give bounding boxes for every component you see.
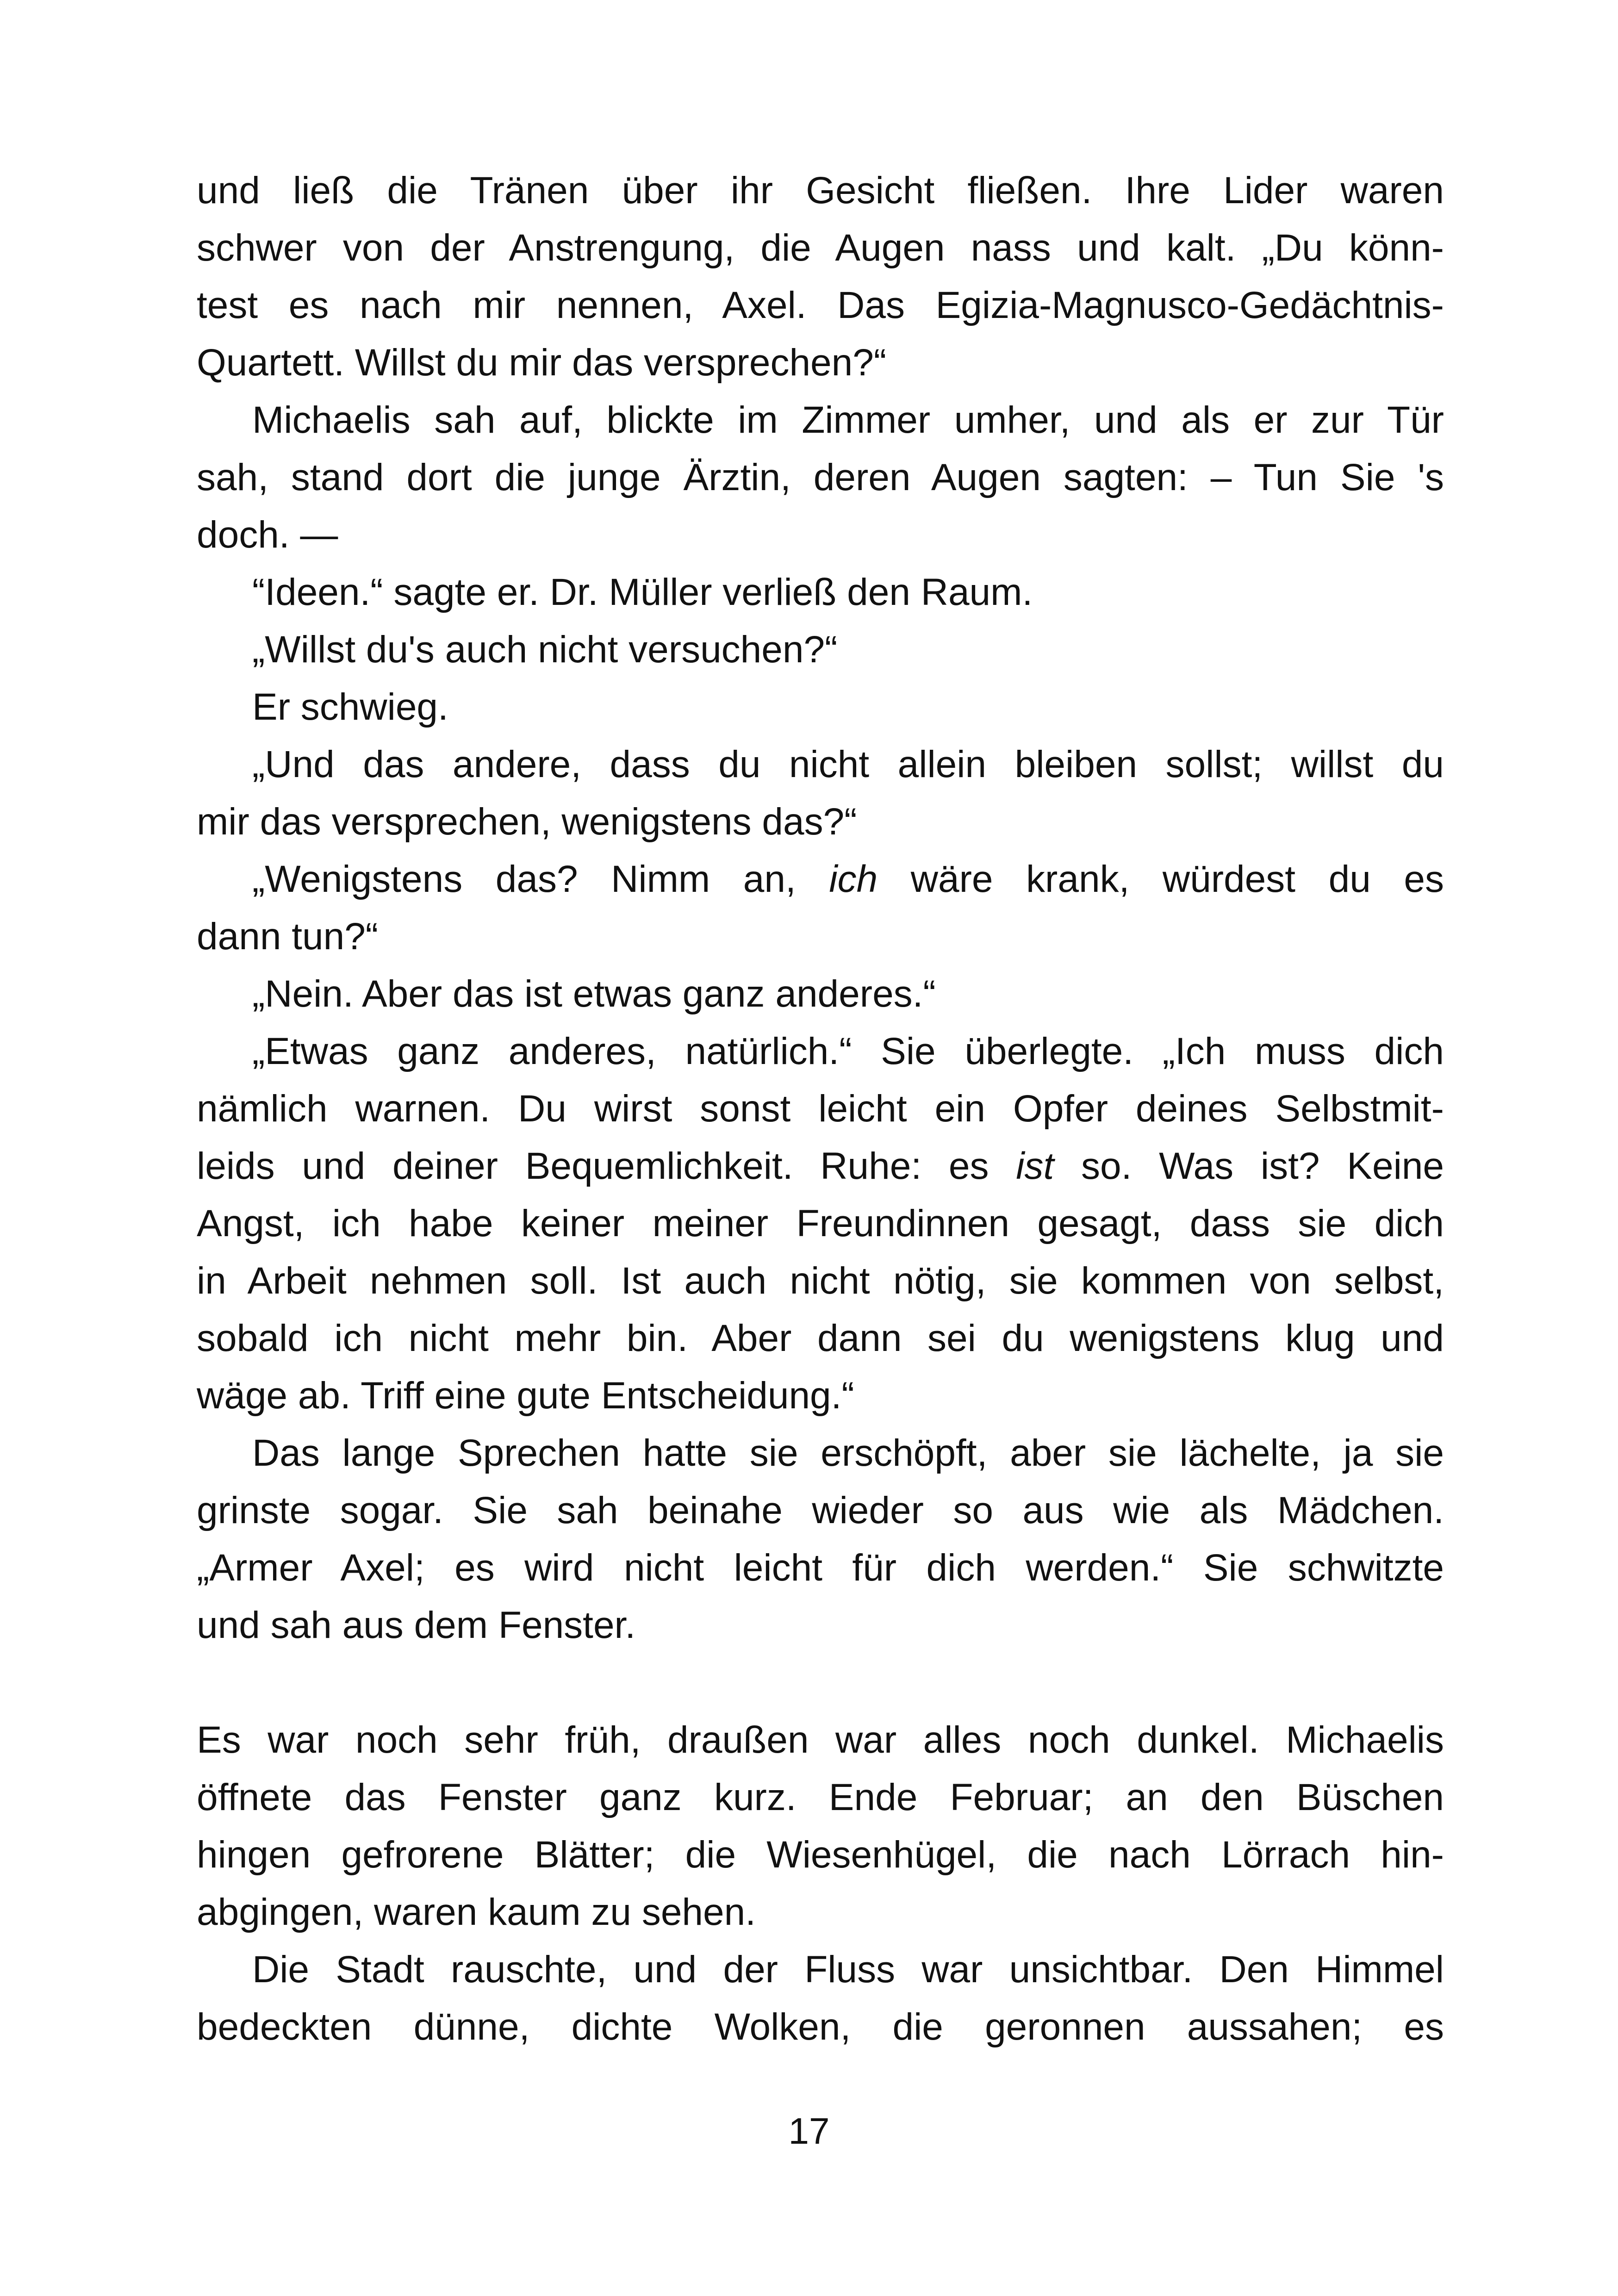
- text-line: [197, 1711, 1444, 1769]
- italic-text: ist: [1016, 1145, 1054, 1187]
- text-segment: schwer von der Anstrengung, die Augen nass und kalt. „Du könn-: [197, 227, 1444, 269]
- paragraph: [197, 736, 1444, 851]
- text-segment: sobald ich nicht mehr bin. Aber dann sei du wenigstens klug und: [197, 1317, 1444, 1359]
- paragraph: [197, 621, 1444, 678]
- paragraph: [197, 678, 1444, 736]
- text-segment: Es war noch sehr früh, draußen war alles noch dunkel. Michaelis: [197, 1719, 1444, 1761]
- text-segment: und ließ die Tränen über ihr Gesicht fließen. Ihre Lider waren: [197, 169, 1444, 212]
- text-line: [197, 965, 1444, 1023]
- text-line: [197, 1425, 1444, 1482]
- paragraph: [197, 965, 1444, 1023]
- text-line: [197, 908, 1444, 965]
- text-segment: grinste sogar. Sie sah beinahe wieder so aus wie als Mädchen.: [197, 1489, 1444, 1531]
- text-segment: sah, stand dort die junge Ärztin, deren Augen sagten: – Tun Sie 's: [197, 456, 1444, 498]
- paragraph: [197, 1711, 1444, 1941]
- text-segment: wäge ab. Triff eine gute Entscheidung.“: [197, 1375, 854, 1417]
- text-line: [197, 1769, 1444, 1826]
- text-segment: „Etwas ganz anderes, natürlich.“ Sie überlegte. „Ich muss dich: [252, 1030, 1444, 1072]
- text-line: [197, 1023, 1444, 1080]
- text-segment: so. Was ist? Keine: [1054, 1145, 1444, 1187]
- text-segment: „Armer Axel; es wird nicht leicht für dich werden.“ Sie schwitzte: [197, 1547, 1444, 1589]
- text-line: [197, 1539, 1444, 1597]
- italic-text: ich: [829, 858, 878, 900]
- text-line: [197, 1998, 1444, 2056]
- paragraph: [197, 392, 1444, 564]
- text-segment: „Und das andere, dass du nicht allein bleiben sollst; willst du: [252, 743, 1444, 785]
- text-segment: abgingen, waren kaum zu sehen.: [197, 1891, 756, 1933]
- text-line: [197, 1482, 1444, 1539]
- text-line: [197, 1826, 1444, 1884]
- text-segment: Quartett. Willst du mir das versprechen?“: [197, 342, 887, 384]
- paragraph-gap: [197, 1654, 1444, 1711]
- body-text: [197, 162, 1444, 2056]
- text-segment: Die Stadt rauschte, und der Fluss war unsichtbar. Den Himmel: [252, 1948, 1444, 1991]
- text-segment: Er schwieg.: [252, 686, 448, 728]
- text-segment: nämlich warnen. Du wirst sonst leicht ein Opfer deines Selbstmit-: [197, 1088, 1444, 1130]
- text-segment: und sah aus dem Fenster.: [197, 1604, 636, 1646]
- text-segment: wäre krank, würdest du es: [877, 858, 1444, 900]
- text-line: [197, 334, 1444, 392]
- text-segment: mir das versprechen, wenigstens das?“: [197, 801, 857, 843]
- text-line: [197, 1941, 1444, 1998]
- text-segment: leids und deiner Bequemlichkeit. Ruhe: es: [197, 1145, 1016, 1187]
- text-line: [197, 1252, 1444, 1310]
- text-line: [197, 1080, 1444, 1138]
- text-line: [197, 277, 1444, 334]
- text-segment: doch. —: [197, 514, 338, 556]
- text-line: [197, 449, 1444, 506]
- text-line: [197, 1310, 1444, 1367]
- text-line: [197, 678, 1444, 736]
- paragraph: [197, 1425, 1444, 1654]
- text-line: [197, 1884, 1444, 1941]
- text-segment: Michaelis sah auf, blickte im Zimmer umher, und als er zur Tür: [252, 399, 1444, 441]
- text-segment: Das lange Sprechen hatte sie erschöpft, aber sie lächelte, ja sie: [252, 1432, 1444, 1474]
- paragraph: [197, 564, 1444, 621]
- text-line: [197, 793, 1444, 851]
- paragraph: [197, 1941, 1444, 2056]
- text-line: [197, 392, 1444, 449]
- page-number: 17: [788, 2110, 830, 2152]
- text-line: [197, 1195, 1444, 1252]
- text-line: [197, 1138, 1444, 1195]
- text-segment: „Wenigstens das? Nimm an,: [252, 858, 829, 900]
- text-line: [197, 219, 1444, 277]
- text-line: [197, 1367, 1444, 1425]
- paragraph: [197, 1023, 1444, 1425]
- text-segment: öffnete das Fenster ganz kurz. Ende Februar; an den Büschen: [197, 1776, 1444, 1818]
- text-line: [197, 851, 1444, 908]
- text-segment: bedeckten dünne, dichte Wolken, die geronnen aussahen; es: [197, 2006, 1444, 2048]
- text-segment: dann tun?“: [197, 915, 379, 958]
- text-line: [197, 736, 1444, 793]
- text-line: [197, 506, 1444, 564]
- paragraph: [197, 162, 1444, 392]
- text-line: [197, 1597, 1444, 1654]
- text-segment: hingen gefrorene Blätter; die Wiesenhügel, die nach Lörrach hin-: [197, 1834, 1444, 1876]
- paragraph: [197, 851, 1444, 965]
- text-line: [197, 564, 1444, 621]
- text-line: [197, 621, 1444, 678]
- text-segment: „Willst du's auch nicht versuchen?“: [252, 628, 838, 671]
- text-segment: “Ideen.“ sagte er. Dr. Müller verließ den Raum.: [252, 571, 1033, 613]
- text-line: [197, 162, 1444, 219]
- text-segment: Angst, ich habe keiner meiner Freundinnen gesagt, dass sie dich: [197, 1202, 1444, 1244]
- text-segment: test es nach mir nennen, Axel. Das Egizia-Magnusco-Gedächtnis-: [197, 284, 1444, 326]
- text-segment: „Nein. Aber das ist etwas ganz anderes.“: [252, 973, 936, 1015]
- text-segment: in Arbeit nehmen soll. Ist auch nicht nötig, sie kommen von selbst,: [197, 1260, 1444, 1302]
